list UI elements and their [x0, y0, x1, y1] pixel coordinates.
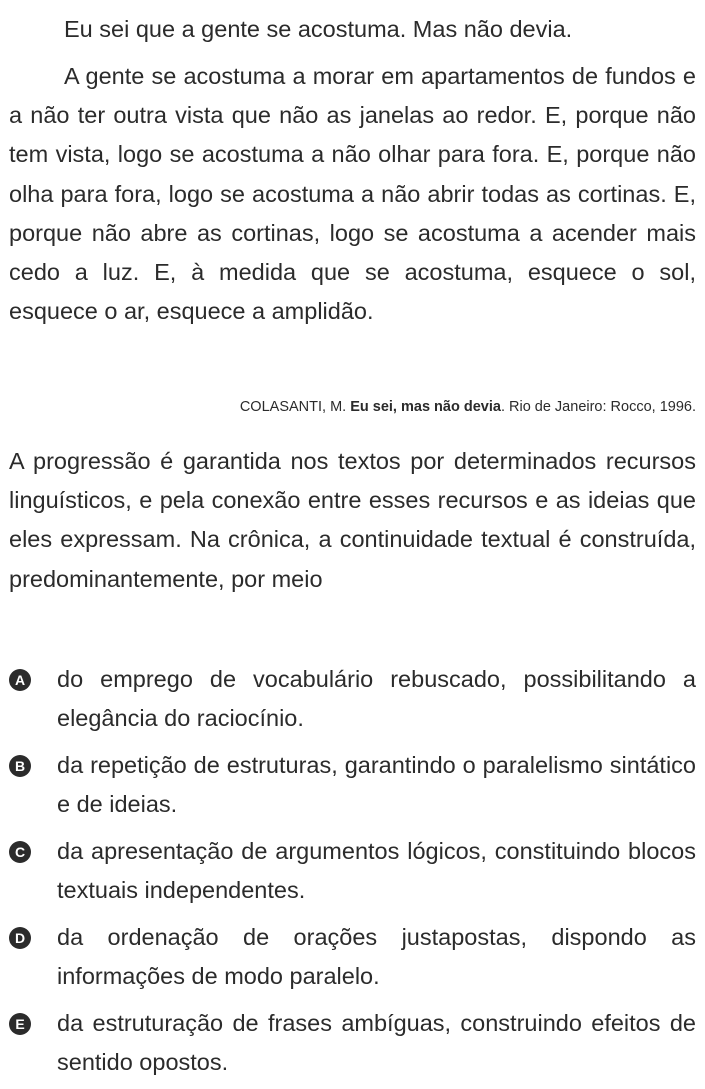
option-e-text: da estruturação de frases ambíguas, construindo efeitos de sentido opostos.: [57, 1010, 696, 1076]
option-e-letter-badge: E: [9, 1013, 31, 1035]
option-b-letter-badge: B: [9, 755, 31, 777]
citation-publication: . Rio de Janeiro: Rocco, 1996.: [500, 399, 696, 415]
option-d-text: da ordenação de orações justapostas, dispondo as informações de modo paralelo.: [57, 924, 696, 990]
option-a-letter-badge: A: [9, 669, 31, 691]
option-b-text: da repetição de estruturas, garantindo o paralelismo sintático e de ideias.: [57, 752, 696, 818]
question-prompt: A progressão é garantida nos textos por determinados recursos linguísticos, e pela conexão entre esses recursos e as ideias que eles expressam. Na crônica, a continuidade textual é construída, predominantemente, por meio: [9, 448, 696, 592]
option-d-letter-badge: D: [9, 927, 31, 949]
source-citation: [240, 397, 696, 417]
citation-author: COLASANTI, M.: [239, 399, 347, 415]
option-c-letter-badge: C: [9, 841, 31, 863]
option-c-text: da apresentação de argumentos lógicos, constituindo blocos textuais independentes.: [57, 838, 696, 904]
passage-paragraph-1: Eu sei que a gente se acostuma. Mas não devia.: [64, 16, 573, 42]
option-a-text: do emprego de vocabulário rebuscado, possibilitando a elegância do raciocínio.: [57, 666, 696, 732]
citation-title: Eu sei, mas não devia: [350, 399, 501, 415]
passage-paragraph-2: A gente se acostuma a morar em apartamentos de fundos e a não ter outra vista que não as janelas ao redor. E, porque não tem vista, logo se acostuma a não olhar para fora. E, porque não olha para fora, logo se acostuma a não abrir todas as cortinas. E, porque não abre as cortinas, logo se acostuma a acender mais cedo a luz. E, à medida que se acostuma, esquece o sol, esquece o ar, esquece a amplidão.: [9, 63, 696, 325]
